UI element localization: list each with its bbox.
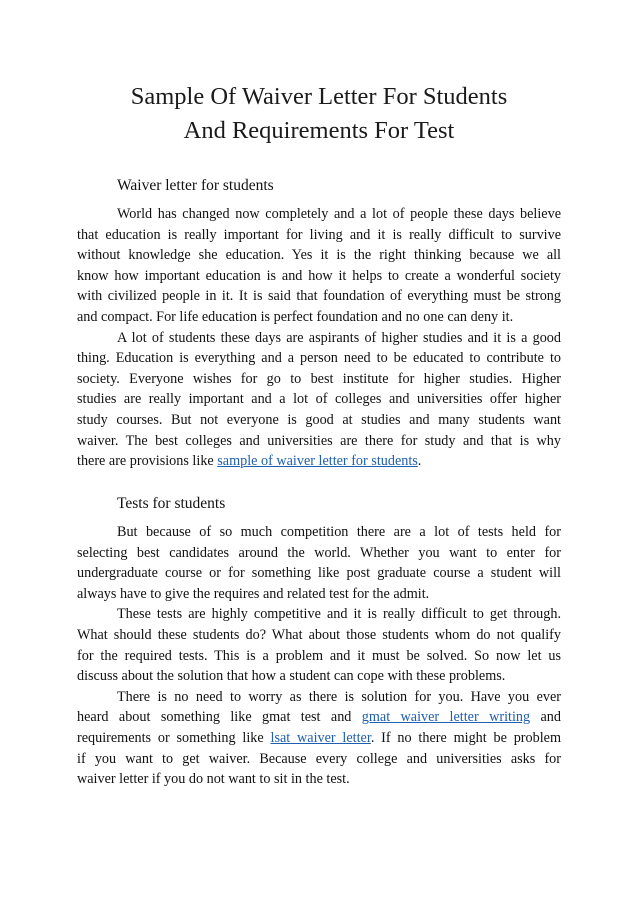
- text-line: discuss about the solution that how a student can cope with these problems.: [77, 668, 506, 685]
- text-line: What should these students do? What about those students whom do not qualify: [77, 626, 561, 643]
- text-line: There is no need to worry as there is solution for you. Have you ever: [117, 688, 561, 705]
- paragraph-5: [77, 687, 561, 790]
- text-line: thing. Education is everything and a person need to be educated to contribute to: [77, 350, 561, 367]
- text-line: always have to give the requires and related test for the admit.: [77, 585, 430, 602]
- text-line: waiver letter if you do not want to sit in the test.: [77, 771, 350, 788]
- paragraph-4: [77, 604, 561, 686]
- text-line: World has changed now completely and a lot of people these days believe: [117, 206, 561, 222]
- text-line: with civilized people in it. It is said that foundation of everything must be strong: [77, 288, 561, 305]
- gmat-waiver-letter-link[interactable]: gmat waiver letter writing: [361, 709, 531, 726]
- text-line: studies are really important and a lot of colleges and universities offer higher: [77, 391, 561, 408]
- text-fragment: requirements or something like: [77, 729, 271, 746]
- text-line: [77, 707, 561, 728]
- sample-waiver-letter-link[interactable]: sample of waiver letter for students: [217, 453, 418, 470]
- text-line: selecting best candidates around the world. Whether you want to enter for: [77, 544, 561, 561]
- text-line: for the required tests. This is a problem and it must be solved. So now let us: [77, 647, 561, 664]
- text-line: society. Everyone wishes for go to best institute for higher studies. Higher: [77, 370, 561, 387]
- text-fragment: heard about something like gmat test and: [77, 709, 362, 726]
- text-line: These tests are highly competitive and it is really difficult to get through.: [117, 606, 561, 623]
- title-line-2: And Requirements For Test: [183, 117, 455, 144]
- text-line: But because of so much competition there are a lot of tests held for: [117, 524, 561, 540]
- paragraph-2: [77, 328, 561, 472]
- text-fragment: and: [530, 709, 561, 726]
- text-line: know how important education is and how it helps to create a wonderful society: [77, 267, 561, 284]
- text-fragment: .: [417, 453, 422, 470]
- title-line-1: Sample Of Waiver Letter For Students: [130, 83, 508, 110]
- section-heading-tests: Tests for students: [117, 495, 226, 512]
- text-line: undergraduate course or for something like post graduate course a student will: [77, 565, 561, 582]
- text-line: waiver. The best colleges and universities are there for study and that is why: [77, 432, 561, 449]
- text-line: without knowledge she education. Yes it is the right thinking because we all: [77, 247, 561, 264]
- paragraph-3: [77, 522, 561, 604]
- text-line: study courses. But not everyone is good at studies and many students want: [77, 411, 561, 428]
- text-line: that education is really important for living and it is really difficult to survive: [77, 226, 561, 243]
- lsat-waiver-letter-link[interactable]: lsat waiver letter: [270, 729, 371, 746]
- section-heading-waiver-letter: Waiver letter for students: [117, 177, 274, 194]
- text-line: [77, 451, 561, 472]
- text-line: [77, 728, 561, 749]
- paragraph-1: [77, 204, 561, 328]
- text-fragment: . If no there might be problem: [370, 729, 561, 746]
- text-line: if you want to get waiver. Because every college and universities asks for: [77, 750, 561, 767]
- text-line: A lot of students these days are aspirants of higher studies and it is a good: [117, 329, 561, 346]
- page-title: [60, 80, 578, 148]
- text-fragment: there are provisions like: [77, 453, 218, 470]
- text-line: and compact. For life education is perfect foundation and no one can deny it.: [77, 308, 514, 325]
